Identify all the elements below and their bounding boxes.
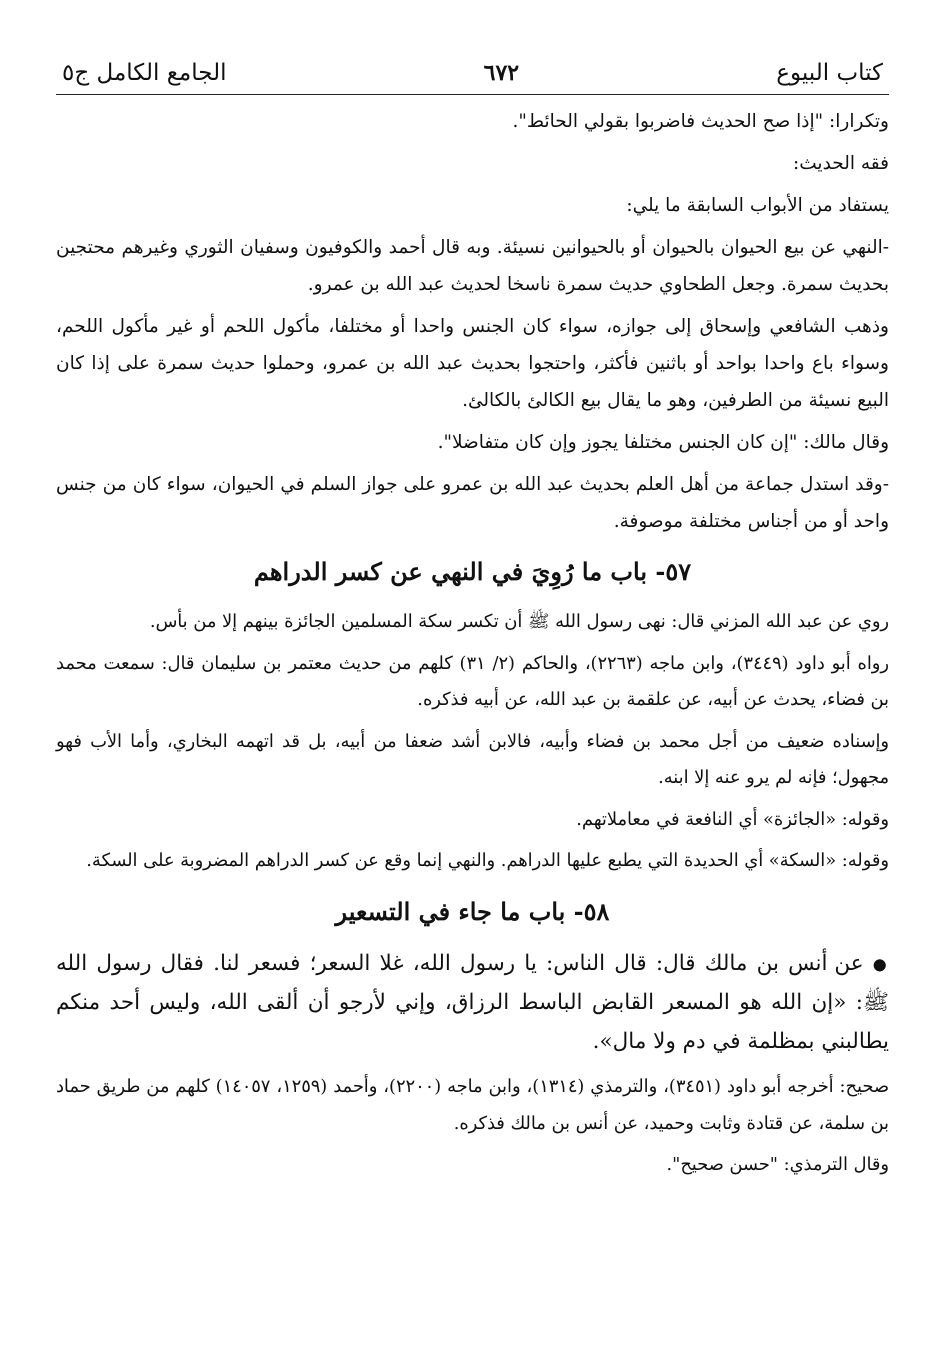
paragraph: يستفاد من الأبواب السابقة ما يلي: — [626, 195, 889, 216]
paragraph: وقال الترمذي: "حسن صحيح". — [666, 1154, 889, 1175]
hadith-body: عن أنس بن مالك قال: قال الناس: يا رسول الله، غلا السعر؛ فسعر لنا. فقال رسول الله ﷺ: «إن الله هو المسعر القابض الباسط الرزاق، وإني لأرجو أن ألقى الله، وليس أحد منكم يطالبني بمظلمة في دم ولا مال». — [56, 950, 889, 1054]
paragraph: -وقد استدل جماعة من أهل العلم بحديث عبد الله بن عمرو على جواز السلم في الحيوان، سواء كان من جنس واحد أو من أجناس مختلفة موصوفة. — [56, 474, 889, 532]
paragraph: وقوله: «الجائزة» أي النافعة في معاملاتهم. — [576, 808, 889, 830]
hadith-text: روي عن عبد الله المزني قال: نهى رسول الله ﷺ أن تكسر سكة المسلمين الجائزة بينهم إلا من بأس. — [149, 611, 889, 632]
paragraph: وقوله: «السكة» أي الحديدة التي يطبع عليها الدراهم. والنهي إنما وقع عن كسر الدراهم المضروبة على السكة. — [86, 850, 889, 871]
page-body — [56, 95, 889, 1184]
chapter-heading-58: ٥٨- باب ما جاء في التسعير — [335, 896, 610, 926]
paragraph: -النهي عن بيع الحيوان بالحيوان أو بالحيوانين نسيئة. وبه قال أحمد والكوفيون وسفيان الثوري وغيرهم محتجين بحديث سمرة. وجعل الطحاوي حديث سمرة ناسخا لحديث عبد الله بن عمرو. — [56, 237, 889, 295]
header-volume: الجامع الكامل ج٥ — [62, 60, 227, 86]
takhrij-text: رواه أبو داود (٣٤٤٩)، وابن ماجه (٢٢٦٣)، والحاكم (٢/ ٣١) كلهم من حديث معتمر بن سليمان قال: سمعت محمد بن فضاء، يحدث عن أبيه، عن علقمة بن عبد الله، عن أبيه فذكره. — [56, 652, 889, 710]
bullet-icon: ● — [872, 954, 889, 973]
header-book-title: كتاب البيوع — [776, 60, 883, 86]
paragraph: وذهب الشافعي وإسحاق إلى جوازه، سواء كان الجنس واحدا أو مختلفا، مأكول اللحم أو غير مأكول اللحم، وسواء باع واحدا بواحد أو باثنين فأكثر، واحتجوا بحديث عبد الله بن عمرو، وحملوا حديث سمرة على إذا كان البيع نسيئة من الطرفين، وهو ما يقال بيع الكالئ بالكالئ. — [56, 316, 889, 411]
section-heading-fiqh: فقه الحديث: — [793, 153, 889, 174]
chapter-heading-57: ٥٧- باب ما رُوِيَ في النهي عن كسر الدراهم — [253, 557, 692, 586]
paragraph: وقال مالك: "إن كان الجنس مختلفا يجوز وإن كان متفاضلا". — [437, 432, 889, 453]
page-header — [56, 58, 889, 95]
page-number: ٦٧٢ — [483, 60, 520, 86]
paragraph: وتكرارا: "إذا صح الحديث فاضربوا بقولي الحائط". — [512, 111, 889, 132]
takhrij-text: صحيح: أخرجه أبو داود (٣٤٥١)، والترمذي (١٣١٤)، وابن ماجه (٢٢٠٠)، وأحمد (١٢٥٩، ١٤٠٥٧) كلهم من طريق حماد بن سلمة، عن قتادة وثابت وحميد، عن أنس بن مالك فذكره. — [56, 1076, 889, 1134]
hadith-text — [56, 944, 889, 1062]
paragraph: وإسناده ضعيف من أجل محمد بن فضاء وأبيه، فالابن أشد ضعفا من أبيه، بل قد اتهمه البخاري، وأما الأب فهو مجهول؛ فإنه لم يرو عنه إلا ابنه. — [56, 730, 889, 788]
